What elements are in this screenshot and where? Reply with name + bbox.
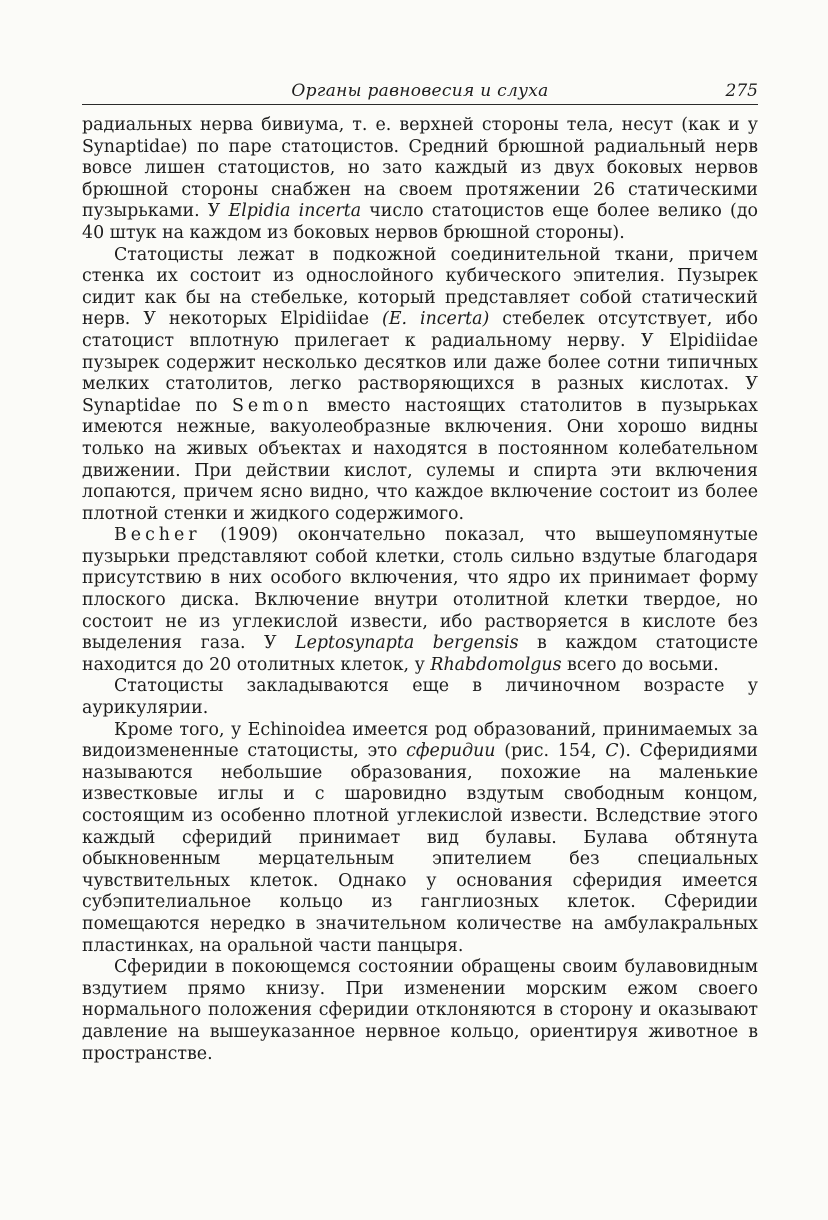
running-title: Органы равновесия и слуха <box>291 81 549 101</box>
running-header <box>82 78 758 105</box>
text-run: вместо настоящих статолитов в пузырьках имеются нежные, вакуолеобразные включения. Они хорошо видны только на живых объектах и находятся в постоянном колебательном движении. При действии кислот, сулемы и спирта эти включения лопаются, причем ясно видно, что каждое включение состоит из более плотной стенки и жидкого содержимого. <box>82 395 758 524</box>
text-run: Сферидии в покоющемся состоянии обращены своим булавовидным вздутием прямо книзу. При изменении морским ежом своего нормального положения сферидии отклоняются в сторону и оказывают давление на вышеуказанное нервное кольцо, ориентируя животное в пространстве. <box>82 957 758 1064</box>
text-run: Статоцисты лежат в подкожной соединительной ткани, причем стенка их состоит из однослойного кубического эпителия. Пузырек сидит как бы на стебельке, который представляет собой статический нерв. У некоторых Elpidiidae <box>82 244 758 330</box>
italic-term: Elpidia incerta <box>228 201 362 222</box>
text-run: (1909) окончательно показал, что вышеупомянутые пузырьки представляют собой клетки, столь сильно вздутые благодаря присутствию в них особого включения, что ядро их принимает форму плоского диска. Включение внутри отолитной клетки твердое, но состоит не из углекислой извести, ибо растворяется в кислоте без выделения газа. У <box>82 525 758 654</box>
text-run: Статоцисты закладываются еще в личиночном возрасте у аурикулярии. <box>82 676 758 719</box>
paragraph-5 <box>82 720 758 958</box>
text-run: всего до восьми. <box>561 654 719 675</box>
paragraph-6 <box>82 957 758 1065</box>
paragraph-2 <box>82 245 758 526</box>
paragraph-1 <box>82 115 758 245</box>
author-name: Becher <box>114 525 201 546</box>
text-run: ). Сферидиями называются небольшие образования, похожие на маленькие известковые иглы и с шаровидно вздутым свободным концом, состоящим из особенно плотной углекислой извести. Вследствие этого каждый сферидий принимает вид булавы. Булава обтянута обыкновенным мерцательным эпителием без специальных чувствительных клеток. Однако у основания сферидия имеется субэпителиальное кольцо из ганглиозных клеток. Сферидии помещаются нередко в значительном количестве на амбулакральных пластинках, на оральной части панцыря. <box>82 741 758 956</box>
text-run: стебелек отсутствует, ибо статоцист вплотную прилегает к радиальному нерву. У Elpidiidae пузырек содержит несколько десятков или даже более сотни типичных мелких статолитов, легко растворяющихся в разных кислотах. У Synaptidae по <box>82 309 758 416</box>
italic-term: Rhabdomolgus <box>430 654 562 675</box>
italic-term: C <box>605 741 619 762</box>
book-page <box>82 78 758 1065</box>
text-run: Кроме того, у Echinoidea имеется род образований, принимаемых за видоизмененные статоцисты, это <box>82 719 758 762</box>
paragraph-4 <box>82 676 758 719</box>
italic-term: (E. incerta) <box>382 309 490 330</box>
page-body <box>82 115 758 1065</box>
page-number: 275 <box>725 81 758 101</box>
text-run: радиальных нерва бивиума, т. е. верхней стороны тела, несут (как и у Synaptidae) по паре статоцистов. Средний брюшной радиальный нерв вовсе лишен статоцистов, но зато каждый из двух боковых нервов брюшной стороны снабжен на своем протяжении 26 статическими пузырьками. У <box>82 115 758 222</box>
text-run: в каждом статоцисте находится до 20 отолитных клеток, у <box>82 633 759 675</box>
text-run: (рис. 154, <box>495 741 606 762</box>
author-name: Semon <box>232 395 313 416</box>
italic-term: Leptosynapta bergensis <box>295 633 519 654</box>
text-run: число статоцистов еще более велико (до 40 штук на каждом из боковых нервов брюшной стороны). <box>82 201 758 243</box>
paragraph-3 <box>82 525 758 676</box>
italic-term: сферидии <box>406 741 496 762</box>
